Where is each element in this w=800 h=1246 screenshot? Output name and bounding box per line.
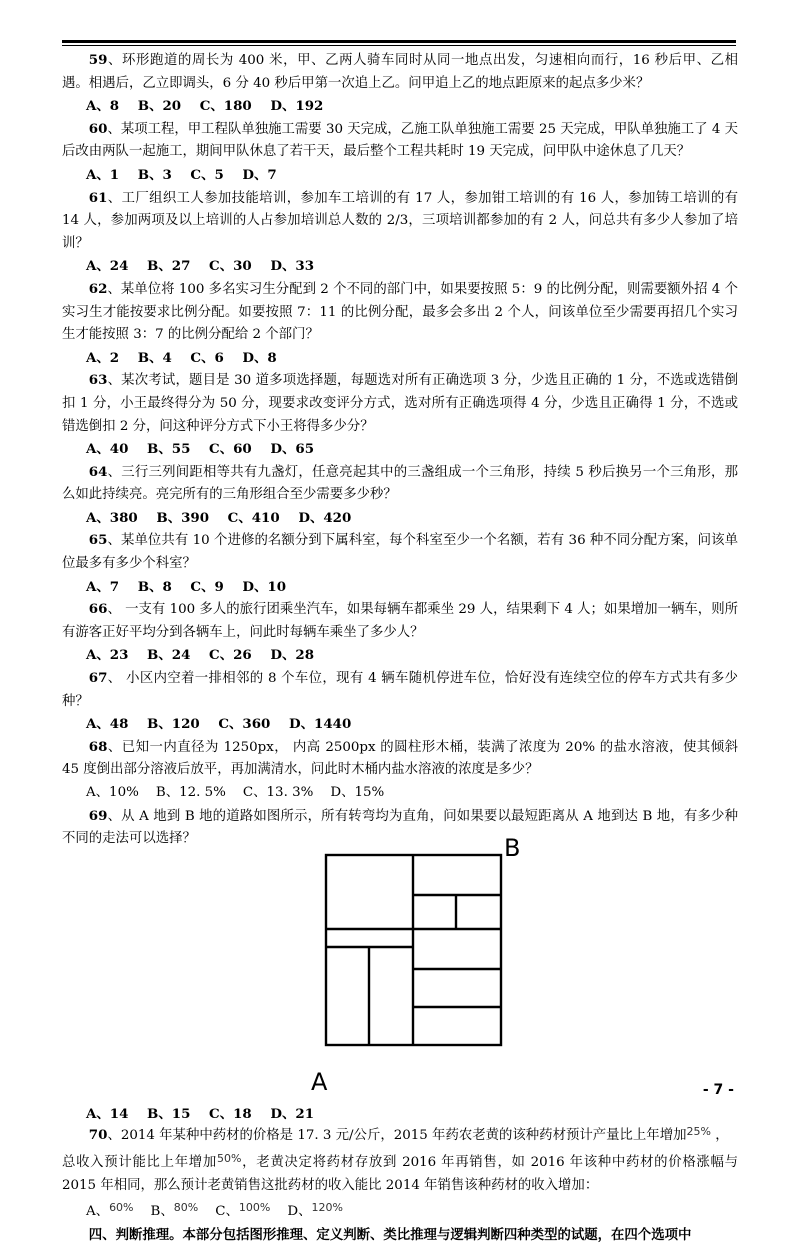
question-text: ，: [710, 1128, 729, 1144]
question-number: 68: [88, 738, 108, 755]
section-heading: 四、判断推理。本部分包括图形推理、定义判断、类比推理与逻辑判断四种类型的试题，在四个选项中: [88, 1226, 692, 1243]
question-number: 69: [88, 807, 108, 824]
question-stem: [62, 667, 738, 713]
question-70: [62, 1121, 738, 1223]
question-number: 60: [88, 120, 108, 137]
question-69: [62, 805, 738, 851]
question-60: [62, 118, 738, 187]
question-63: [62, 369, 738, 460]
question-text: 、工厂组织工人参加技能培训，参加车工培训的有 17 人，参加钳工培训的有 16 人，参加铸工培训的有 14 人，参加两项及以上培训的人占参加培训总人数的 2/3，三项培训都参加的有 2 人，问总共有多少人参加了培训？: [62, 190, 738, 251]
question-text: 、已知一内直径为 1250px， 内高 2500px 的圆柱形木桶，装满了浓度为 20% 的盐水溶液，使其倾斜 45 度倒出部分溶液后放平，再加满清水，问此时木桶内盐水溶液的浓度是多少？: [62, 739, 738, 778]
question-stem: [62, 529, 738, 575]
question-66: [62, 598, 738, 667]
option-letter: A、: [86, 1204, 110, 1220]
question-number: 63: [88, 372, 108, 389]
question-stem: [62, 278, 738, 347]
question-options: A、380 B、390 C、410 D、420: [86, 509, 352, 526]
question-number: 64: [88, 463, 108, 480]
road-map-figure: [62, 833, 738, 1103]
question-text: 、从 A 地到 B 地的道路如图所示，所有转弯均为直角，问如果要以最短距离从 A 地到达 B 地，有多少种不同的走法可以选择？: [62, 808, 738, 847]
option-value: 120%: [311, 1201, 343, 1215]
option-letter: C、: [215, 1204, 239, 1220]
road-grid-diagram: [316, 853, 556, 1103]
question-68: [62, 736, 738, 805]
question-options: A、10% B、12. 5% C、13. 3% D、15%: [86, 785, 385, 800]
question-options: [86, 1197, 738, 1224]
header-rule-thick: [62, 40, 736, 43]
question-text: 、三行三列间距相等共有九盏灯，任意亮起其中的三盏组成一个三角形，持续 5 秒后换另一个三角形，那么如此持续亮。亮完所有的三角形组合至少需要多少秒？: [62, 464, 738, 503]
page-number: - 7 -: [702, 1082, 734, 1098]
question-stem: [62, 369, 738, 438]
option-letter: D、: [287, 1204, 312, 1220]
question-options: A、40 B、55 C、60 D、65: [86, 441, 315, 458]
question-options: A、24 B、27 C、30 D、33: [86, 258, 315, 275]
question-number: 70: [88, 1127, 108, 1144]
header-rule-thin: [62, 45, 736, 46]
question-65: [62, 529, 738, 598]
question-stem: [62, 49, 738, 95]
question-64: [62, 461, 738, 530]
question-number: 59: [88, 52, 108, 68]
question-text: 、2014 年某种中药材的价格是 17. 3 元/公斤，2015 年药农老黄的该种药材预计产量比上年增加: [107, 1128, 687, 1144]
question-stem: [62, 187, 738, 256]
question-options: A、23 B、24 C、26 D、28: [86, 647, 315, 664]
question-number: 65: [88, 532, 108, 549]
question-text: 、 一支有 100 多人的旅行团乘坐汽车，如果每辆车都乘坐 29 人，结果剩下 4 人；如果增加一辆车，则所有游客正好平均分到各辆车上，问此时每辆车乘坐了多少人？: [62, 602, 738, 640]
question-59: [62, 49, 738, 118]
question-options: A、48 B、120 C、360 D、1440: [86, 716, 352, 733]
question-62: [62, 278, 738, 369]
question-stem: [62, 118, 738, 164]
question-options: A、8 B、20 C、180 D、192: [86, 98, 324, 115]
question-text: 总收入预计能比上年增加: [62, 1154, 217, 1170]
question-stem: [62, 736, 738, 782]
question-text: 、某单位共有 10 个进修的名额分到下属科室，每个科室至少一个名额，若有 36 种不同分配方案，问该单位最多有多少个科室？: [62, 533, 738, 572]
question-text: 、 小区内空着一排相邻的 8 个车位，现有 4 辆车随机停进车位，恰好没有连续空位的停车方式共有多少种？: [62, 671, 738, 709]
question-text: 、某单位将 100 多名实习生分配到 2 个不同的部门中，如果要按照 5：9 的比例分配，则需要额外招 4 个实习生才能按要求比例分配。如要按照 7：11 的比例分配，最多会多出 2 个人，问该单位至少需要再招几个实习生才能按照 3：7 的比例分配给 2 个部门？: [62, 281, 738, 343]
question-number: 62: [88, 280, 108, 297]
option-letter: B、: [150, 1204, 174, 1220]
point-b-label: B: [504, 833, 521, 862]
option-value: 60%: [109, 1201, 134, 1215]
question-stem: [62, 598, 738, 644]
question-number: 66: [88, 601, 108, 618]
question-options: A、1 B、3 C、5 D、7: [86, 166, 277, 183]
question-67: [62, 667, 738, 736]
question-61: [62, 187, 738, 278]
percent-figure: 50%: [216, 1151, 242, 1165]
page-content: [62, 49, 738, 1246]
question-text: 、某次考试，题目是 30 道多项选择题，每题选对所有正确选项 3 分，少选且正确的 1 分，不选或选错倒扣 1 分，小王最终得分为 50 分，现要求改变评分方式，选对所有正确选项得 4 分，少选且正确得 1 分，不选或错选倒扣 2 分，问这种评分方式下小王将得多少分？: [62, 373, 738, 434]
question-list: [62, 49, 738, 851]
question-stem: [62, 805, 738, 851]
question-number: 61: [88, 189, 108, 206]
question-text: ，老黄决定将药材存放到 2016 年再销售，如 2016 年该种中药材的价格涨幅与 2015 年相同，那么预计老黄销售这批药材的收入能比 2014 年销售该种药材的收入增加：: [62, 1154, 738, 1193]
question-stem: [62, 461, 738, 507]
point-a-label: A: [311, 1067, 328, 1096]
percent-figure: 25%: [686, 1125, 711, 1139]
question-number: 67: [88, 670, 108, 687]
question-options: A、2 B、4 C、6 D、8: [86, 349, 277, 366]
question-options: A、14 B、15 C、18 D、21: [86, 1105, 315, 1122]
question-options: A、7 B、8 C、9 D、10: [86, 578, 287, 595]
question-text: 、环形跑道的周长为 400 米，甲、乙两人骑车同时从同一地点出发，匀速相向而行，16 秒后甲、乙相遇。相遇后，乙立即调头，6 分 40 秒后甲第一次追上乙。问甲追上乙的地点距原来的起点多少米？: [62, 53, 738, 91]
question-text: 、某项工程，甲工程队单独施工需要 30 天完成，乙施工队单独施工需要 25 天完成，甲队单独施工了 4 天后改由两队一起施工，期间甲队休息了若干天，最后整个工程共耗时 19 天完成，问甲队中途休息了几天？: [62, 121, 738, 160]
option-value: 100%: [238, 1201, 271, 1215]
option-value: 80%: [173, 1201, 199, 1215]
